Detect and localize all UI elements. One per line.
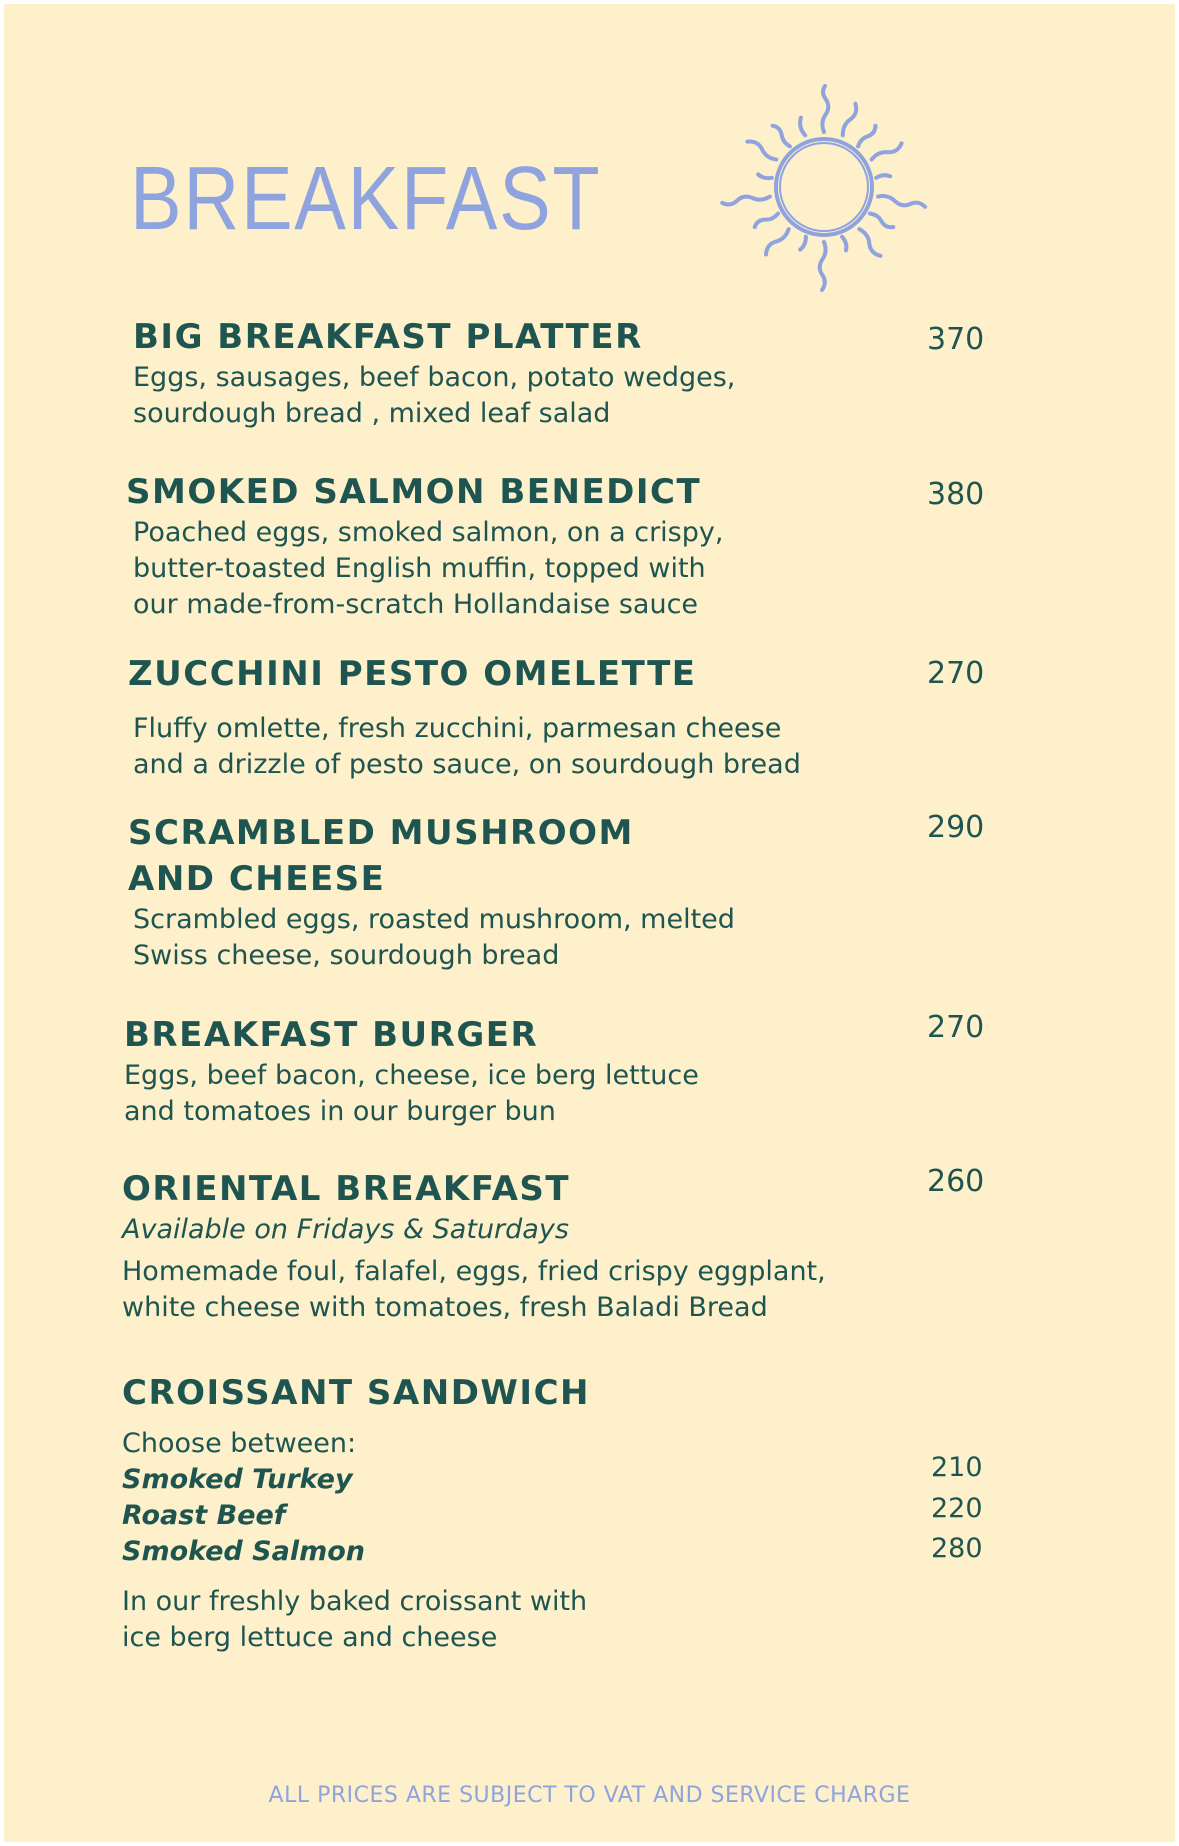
menu-title: BREAKFAST (130, 149, 602, 249)
sun-icon (704, 62, 944, 312)
option-label: Roast Beef (122, 1500, 286, 1531)
item-description: Poached eggs, smoked salmon, on a crispy, butter-toasted English muffin, topped with our made-from-scratch Hollandaise sauce (133, 517, 724, 620)
item-name-line1: SCRAMBLED MUSHROOM (128, 813, 634, 853)
item-name: BIG BREAKFAST PLATTER (133, 317, 643, 357)
item-name: BREAKFAST BURGER (124, 1015, 539, 1055)
item-description: Homemade foul, falafel, eggs, fried crispy eggplant, white cheese with tomatoes, fresh Baladi Bread (122, 1256, 826, 1323)
item-availability-note: Available on Fridays & Saturdays (122, 1214, 569, 1245)
menu-page (4, 4, 1175, 1842)
item-price: 370 (927, 322, 985, 357)
item-price: 380 (927, 477, 985, 512)
menu-item (128, 810, 735, 974)
item-name: CROISSANT SANDWICH (122, 1373, 590, 1413)
option-price: 280 (931, 1533, 983, 1564)
item-price: 260 (927, 1164, 985, 1199)
item-description: Scrambled eggs, roasted mushroom, melted Swiss cheese, sourdough bread (133, 904, 735, 971)
item-description: In our freshly baked croissant with ice berg lettuce and cheese (122, 1586, 588, 1653)
option-label: Smoked Salmon (122, 1536, 365, 1567)
item-price: 290 (927, 810, 985, 845)
menu-item (126, 469, 723, 623)
menu-item (122, 1166, 826, 1326)
item-name-line2: AND CHEESE (128, 859, 386, 899)
item-description: Fluffy omlette, fresh zucchini, parmesan cheese and a drizzle of pesto sauce, on sourdough bread (133, 713, 801, 780)
pricing-footnote: ALL PRICES ARE SUBJECT TO VAT AND SERVICE CHARGE (268, 1783, 911, 1808)
menu-item (122, 1370, 590, 1656)
option-price: 210 (931, 1452, 983, 1483)
item-description: Eggs, sausages, beef bacon, potato wedges, sourdough bread , mixed leaf salad (133, 362, 736, 429)
option-label: Smoked Turkey (122, 1464, 353, 1495)
item-description: Eggs, beef bacon, cheese, ice berg lettuce and tomatoes in our burger bun (124, 1060, 699, 1127)
item-choose-label: Choose between: (122, 1428, 357, 1459)
item-name: SMOKED SALMON BENEDICT (126, 472, 702, 512)
item-price: 270 (927, 656, 985, 691)
item-name: ORIENTAL BREAKFAST (122, 1169, 571, 1209)
item-price: 270 (927, 1010, 985, 1045)
option-price: 220 (931, 1493, 983, 1524)
menu-item (128, 651, 801, 783)
item-name: ZUCCHINI PESTO OMELETTE (128, 654, 697, 694)
menu-item (133, 314, 735, 432)
menu-item (124, 1012, 699, 1130)
